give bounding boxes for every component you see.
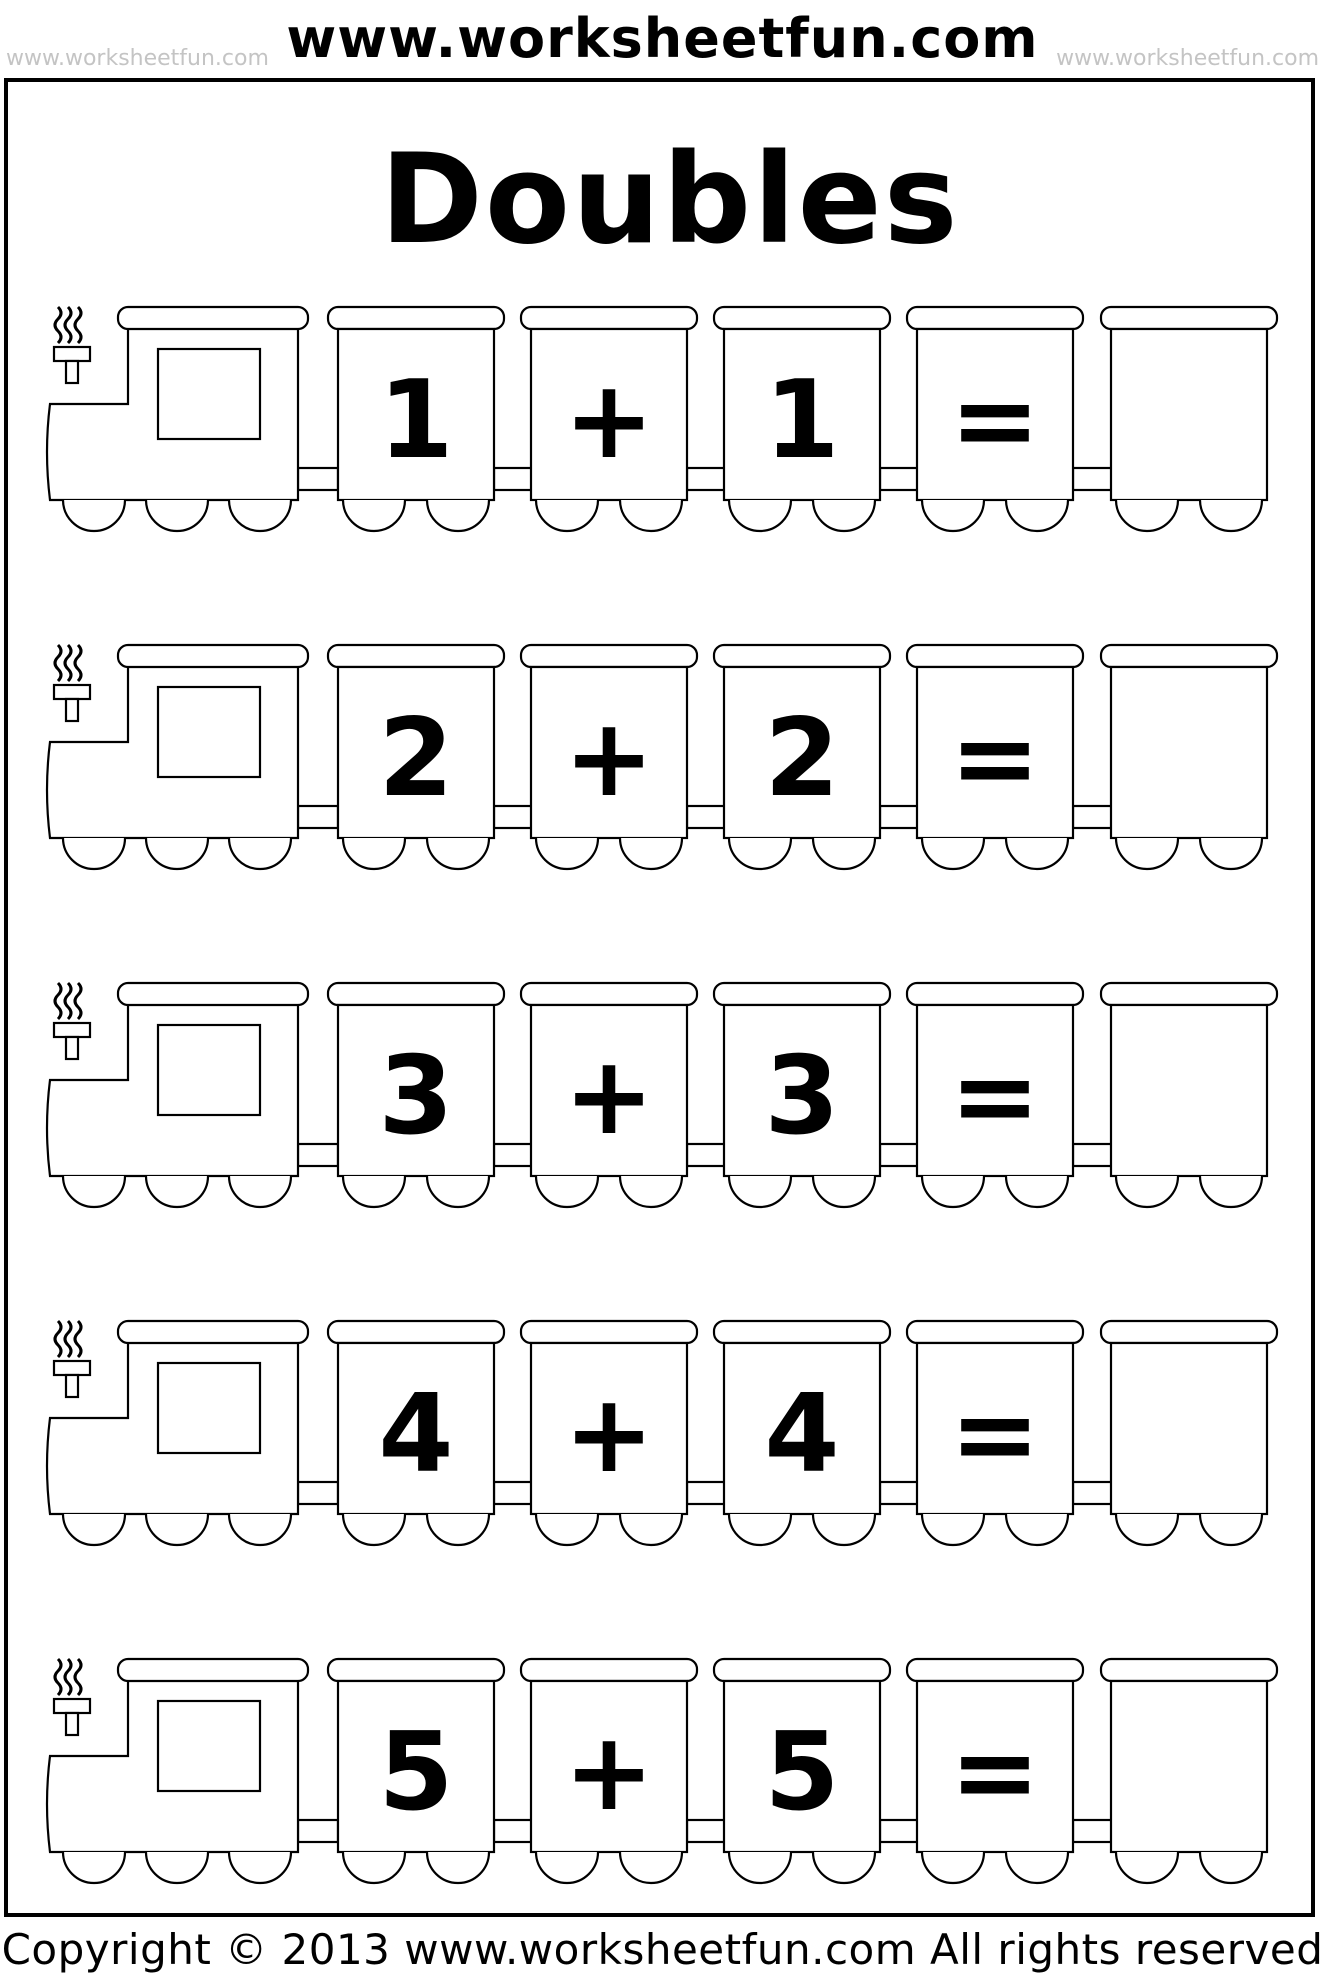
addend-b: 2 <box>764 696 840 821</box>
addend-a: 3 <box>378 1034 454 1159</box>
smoke <box>55 307 61 343</box>
car-roof <box>907 645 1083 667</box>
wheel <box>1200 500 1262 531</box>
addend-b: 3 <box>764 1034 840 1159</box>
wheel <box>146 1176 208 1207</box>
coupler <box>687 468 727 490</box>
coupler <box>494 1144 534 1166</box>
engine-window <box>158 1363 260 1453</box>
wheel <box>1200 1514 1262 1545</box>
car-roof <box>714 1321 890 1343</box>
smoke <box>65 983 71 1019</box>
smoke <box>65 1321 71 1357</box>
car-roof <box>521 1659 697 1681</box>
wheel <box>922 1514 984 1545</box>
wheel <box>813 838 875 869</box>
chimney-stem <box>66 699 78 721</box>
car-roof <box>328 1659 504 1681</box>
smoke <box>55 983 61 1019</box>
wheel <box>813 1514 875 1545</box>
wheel <box>813 500 875 531</box>
chimney-cap <box>54 347 90 361</box>
coupler <box>880 468 920 490</box>
car-roof <box>907 983 1083 1005</box>
chimney-stem <box>66 1037 78 1059</box>
wheel <box>63 1852 125 1883</box>
car-roof <box>521 307 697 329</box>
wheel <box>343 1852 405 1883</box>
coupler <box>494 468 534 490</box>
wheel <box>1006 838 1068 869</box>
wheel <box>1006 1852 1068 1883</box>
wheel <box>343 838 405 869</box>
wheel <box>1116 1852 1178 1883</box>
coupler <box>1073 1144 1113 1166</box>
wheel <box>620 1514 682 1545</box>
coupler <box>494 1820 534 1842</box>
coupler <box>298 806 338 828</box>
equals-sign: = <box>949 358 1041 483</box>
plus-sign: + <box>563 1372 655 1497</box>
car-roof <box>328 307 504 329</box>
wheel <box>729 1514 791 1545</box>
train-row <box>47 645 1277 869</box>
smoke <box>55 1659 61 1695</box>
coupler <box>687 806 727 828</box>
coupler <box>687 1144 727 1166</box>
addend-b: 4 <box>764 1372 840 1497</box>
coupler <box>1073 468 1113 490</box>
wheel <box>536 838 598 869</box>
wheel <box>536 1514 598 1545</box>
wheel <box>813 1852 875 1883</box>
engine-roof <box>118 645 308 667</box>
smoke <box>75 1321 81 1357</box>
header-site-url: www.worksheetfun.com <box>286 7 1039 70</box>
car-body <box>1111 1681 1267 1852</box>
smoke <box>75 645 81 681</box>
equals-sign: = <box>949 1372 1041 1497</box>
wheel <box>63 838 125 869</box>
engine-roof <box>118 1321 308 1343</box>
engine-window <box>158 1701 260 1791</box>
wheel <box>63 1514 125 1545</box>
wheel <box>922 838 984 869</box>
coupler <box>1073 1820 1113 1842</box>
wheel <box>620 500 682 531</box>
coupler <box>494 1482 534 1504</box>
coupler <box>298 1482 338 1504</box>
smoke <box>55 1321 61 1357</box>
coupler <box>298 1144 338 1166</box>
chimney-stem <box>66 1375 78 1397</box>
car-roof <box>907 307 1083 329</box>
car-body <box>1111 667 1267 838</box>
engine-window <box>158 687 260 777</box>
worksheet-title: Doubles <box>380 128 960 272</box>
wheel <box>536 1176 598 1207</box>
car-roof <box>1101 645 1277 667</box>
car-roof <box>328 645 504 667</box>
wheel <box>1006 1176 1068 1207</box>
wheel <box>229 1514 291 1545</box>
car-body <box>1111 1005 1267 1176</box>
wheel <box>146 838 208 869</box>
coupler <box>494 806 534 828</box>
wheel <box>1200 1176 1262 1207</box>
car-roof <box>521 983 697 1005</box>
chimney-cap <box>54 1023 90 1037</box>
addend-a: 4 <box>378 1372 454 1497</box>
car-roof <box>714 1659 890 1681</box>
plus-sign: + <box>563 358 655 483</box>
car-roof <box>1101 1659 1277 1681</box>
wheel <box>536 500 598 531</box>
equals-sign: = <box>949 1034 1041 1159</box>
coupler <box>687 1482 727 1504</box>
wheel <box>146 500 208 531</box>
train-row <box>47 983 1277 1207</box>
car-roof <box>1101 983 1277 1005</box>
plus-sign: + <box>563 1034 655 1159</box>
addend-a: 5 <box>378 1710 454 1835</box>
engine-window <box>158 349 260 439</box>
addend-a: 1 <box>378 358 454 483</box>
coupler <box>880 1820 920 1842</box>
wheel <box>620 1852 682 1883</box>
wheel <box>729 1176 791 1207</box>
wheel <box>427 1852 489 1883</box>
car-roof <box>1101 307 1277 329</box>
smoke <box>55 645 61 681</box>
car-roof <box>328 1321 504 1343</box>
wheel <box>620 838 682 869</box>
train-row <box>47 1659 1277 1883</box>
coupler <box>298 1820 338 1842</box>
wheel <box>1116 838 1178 869</box>
header-watermark-left: www.worksheetfun.com <box>6 46 269 71</box>
car-roof <box>907 1659 1083 1681</box>
wheel <box>427 500 489 531</box>
wheel <box>1200 1852 1262 1883</box>
wheel <box>427 838 489 869</box>
car-roof <box>521 1321 697 1343</box>
wheel <box>1006 500 1068 531</box>
engine-roof <box>118 1659 308 1681</box>
coupler <box>1073 1482 1113 1504</box>
car-body <box>1111 329 1267 500</box>
wheel <box>536 1852 598 1883</box>
coupler <box>687 1820 727 1842</box>
chimney-stem <box>66 1713 78 1735</box>
wheel <box>343 500 405 531</box>
smoke <box>75 983 81 1019</box>
smoke <box>65 307 71 343</box>
wheel <box>63 500 125 531</box>
wheel <box>922 1176 984 1207</box>
car-roof <box>1101 1321 1277 1343</box>
wheel <box>1200 838 1262 869</box>
wheel <box>343 1514 405 1545</box>
wheel <box>1116 1176 1178 1207</box>
addend-b: 1 <box>764 358 840 483</box>
smoke <box>65 645 71 681</box>
train-row <box>47 307 1277 531</box>
car-roof <box>714 307 890 329</box>
car-roof <box>714 983 890 1005</box>
car-roof <box>521 645 697 667</box>
wheel <box>1116 500 1178 531</box>
car-roof <box>714 645 890 667</box>
car-body <box>1111 1343 1267 1514</box>
equals-sign: = <box>949 1710 1041 1835</box>
engine-roof <box>118 307 308 329</box>
smoke <box>75 1659 81 1695</box>
coupler <box>880 1144 920 1166</box>
wheel <box>427 1514 489 1545</box>
coupler <box>298 468 338 490</box>
wheel <box>146 1514 208 1545</box>
coupler <box>880 806 920 828</box>
smoke <box>75 307 81 343</box>
car-roof <box>907 1321 1083 1343</box>
wheel <box>229 1852 291 1883</box>
addend-b: 5 <box>764 1710 840 1835</box>
chimney-cap <box>54 1361 90 1375</box>
train-row <box>47 1321 1277 1545</box>
wheel <box>146 1852 208 1883</box>
wheel <box>620 1176 682 1207</box>
chimney-stem <box>66 361 78 383</box>
car-roof <box>328 983 504 1005</box>
wheel <box>343 1176 405 1207</box>
engine-roof <box>118 983 308 1005</box>
addend-a: 2 <box>378 696 454 821</box>
chimney-cap <box>54 1699 90 1713</box>
wheel <box>1006 1514 1068 1545</box>
coupler <box>1073 806 1113 828</box>
wheel <box>729 1852 791 1883</box>
wheel <box>63 1176 125 1207</box>
plus-sign: + <box>563 696 655 821</box>
footer-copyright: Copyright © 2013 www.worksheetfun.com All rights reserved <box>1 1925 1324 1974</box>
wheel <box>813 1176 875 1207</box>
wheel <box>229 500 291 531</box>
wheel <box>922 500 984 531</box>
chimney-cap <box>54 685 90 699</box>
wheel <box>1116 1514 1178 1545</box>
wheel <box>922 1852 984 1883</box>
wheel <box>427 1176 489 1207</box>
wheel <box>229 1176 291 1207</box>
coupler <box>880 1482 920 1504</box>
equals-sign: = <box>949 696 1041 821</box>
header-watermark-right: www.worksheetfun.com <box>1056 46 1319 71</box>
wheel <box>729 838 791 869</box>
wheel <box>729 500 791 531</box>
plus-sign: + <box>563 1710 655 1835</box>
engine-window <box>158 1025 260 1115</box>
smoke <box>65 1659 71 1695</box>
wheel <box>229 838 291 869</box>
